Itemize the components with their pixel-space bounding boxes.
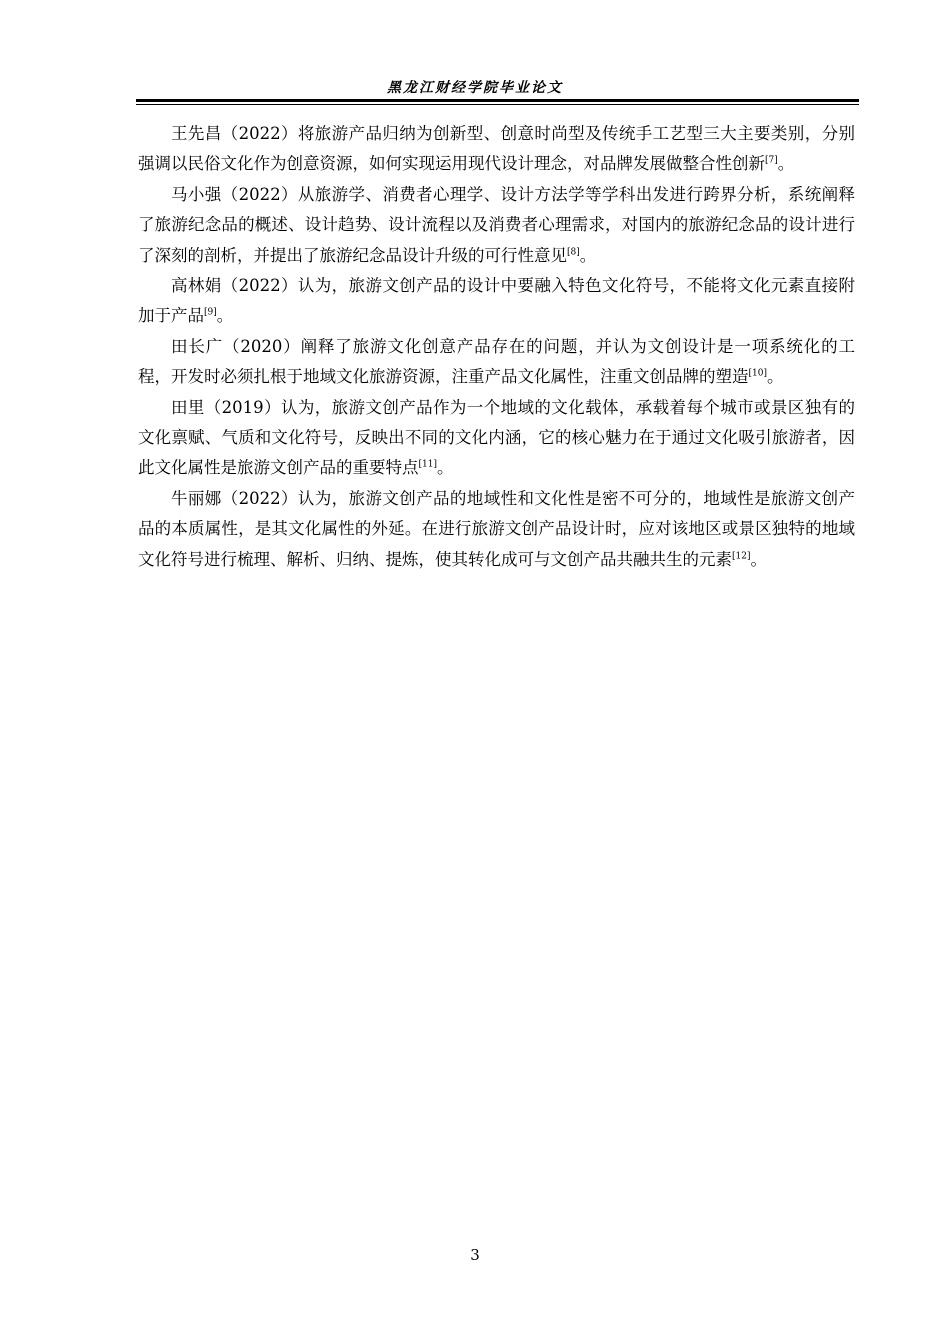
paragraph-6 [138,484,855,575]
citation-ref: [11] [418,459,437,470]
paragraph-tail: 。 [579,245,597,265]
citation-ref: [9] [204,307,217,318]
paragraph-text: 牛丽娜（2022）认为，旅游文创产品的地域性和文化性是密不可分的，地域性是旅游文创产品的本质属性，是其文化属性的外延。在进行旅游文创产品设计时，应对该地区或景区独特的地域文化符号进行梳理、解析、归纳、提炼，使其转化成可与文创产品共融共生的元素 [138,488,855,569]
paragraph-4 [138,332,855,393]
paragraph-text: 田里（2019）认为，旅游文创产品作为一个地域的文化载体，承载着每个城市或景区独有的文化禀赋、气质和文化符号，反映出不同的文化内涵，它的核心魅力在于通过文化吸引旅游者，因此文化属性是旅游文创产品的重要特点 [138,397,855,478]
paragraph-text: 王先昌（2022）将旅游产品归纳为创新型、创意时尚型及传统手工艺型三大主要类别，分别强调以民俗文化作为创意资源，如何实现运用现代设计理念，对品牌发展做整合性创新 [138,124,855,174]
header-rule-thick [136,99,859,102]
body-text [138,119,855,575]
header-rule-thin [136,104,859,105]
paragraph-1 [138,119,855,180]
paragraph-text: 田长广（2020）阐释了旅游文化创意产品存在的问题，并认为文创设计是一项系统化的工程，开发时必须扎根于地域文化旅游资源，注重产品文化属性，注重文创品牌的塑造 [138,336,855,387]
citation-ref: [8] [567,246,580,257]
paragraph-tail: 。 [766,367,784,387]
paragraph-5 [138,393,855,484]
citation-ref: [10] [748,368,767,379]
paragraph-2 [138,180,855,271]
paragraph-tail: 。 [436,458,454,478]
page-number: 3 [470,1246,480,1264]
paragraph-tail: 。 [777,154,795,174]
header-title: 黑龙江财经学院毕业论文 [387,80,563,96]
citation-ref: [12] [732,550,751,561]
paragraph-tail: 。 [750,549,767,569]
paragraph-text: 高林娟（2022）认为，旅游文创产品的设计中要融入特色文化符号，不能将文化元素直接附加于产品 [138,276,855,326]
paragraph-3 [138,271,855,332]
citation-ref: [7] [765,155,778,166]
paragraph-tail: 。 [216,306,234,326]
paragraph-text: 马小强（2022）从旅游学、消费者心理学、设计方法学等学科出发进行跨界分析，系统阐释了旅游纪念品的概述、设计趋势、设计流程以及消费者心理需求，对国内的旅游纪念品的设计进行了深刻的剖析，并提出了旅游纪念品设计升级的可行性意见 [138,184,855,265]
